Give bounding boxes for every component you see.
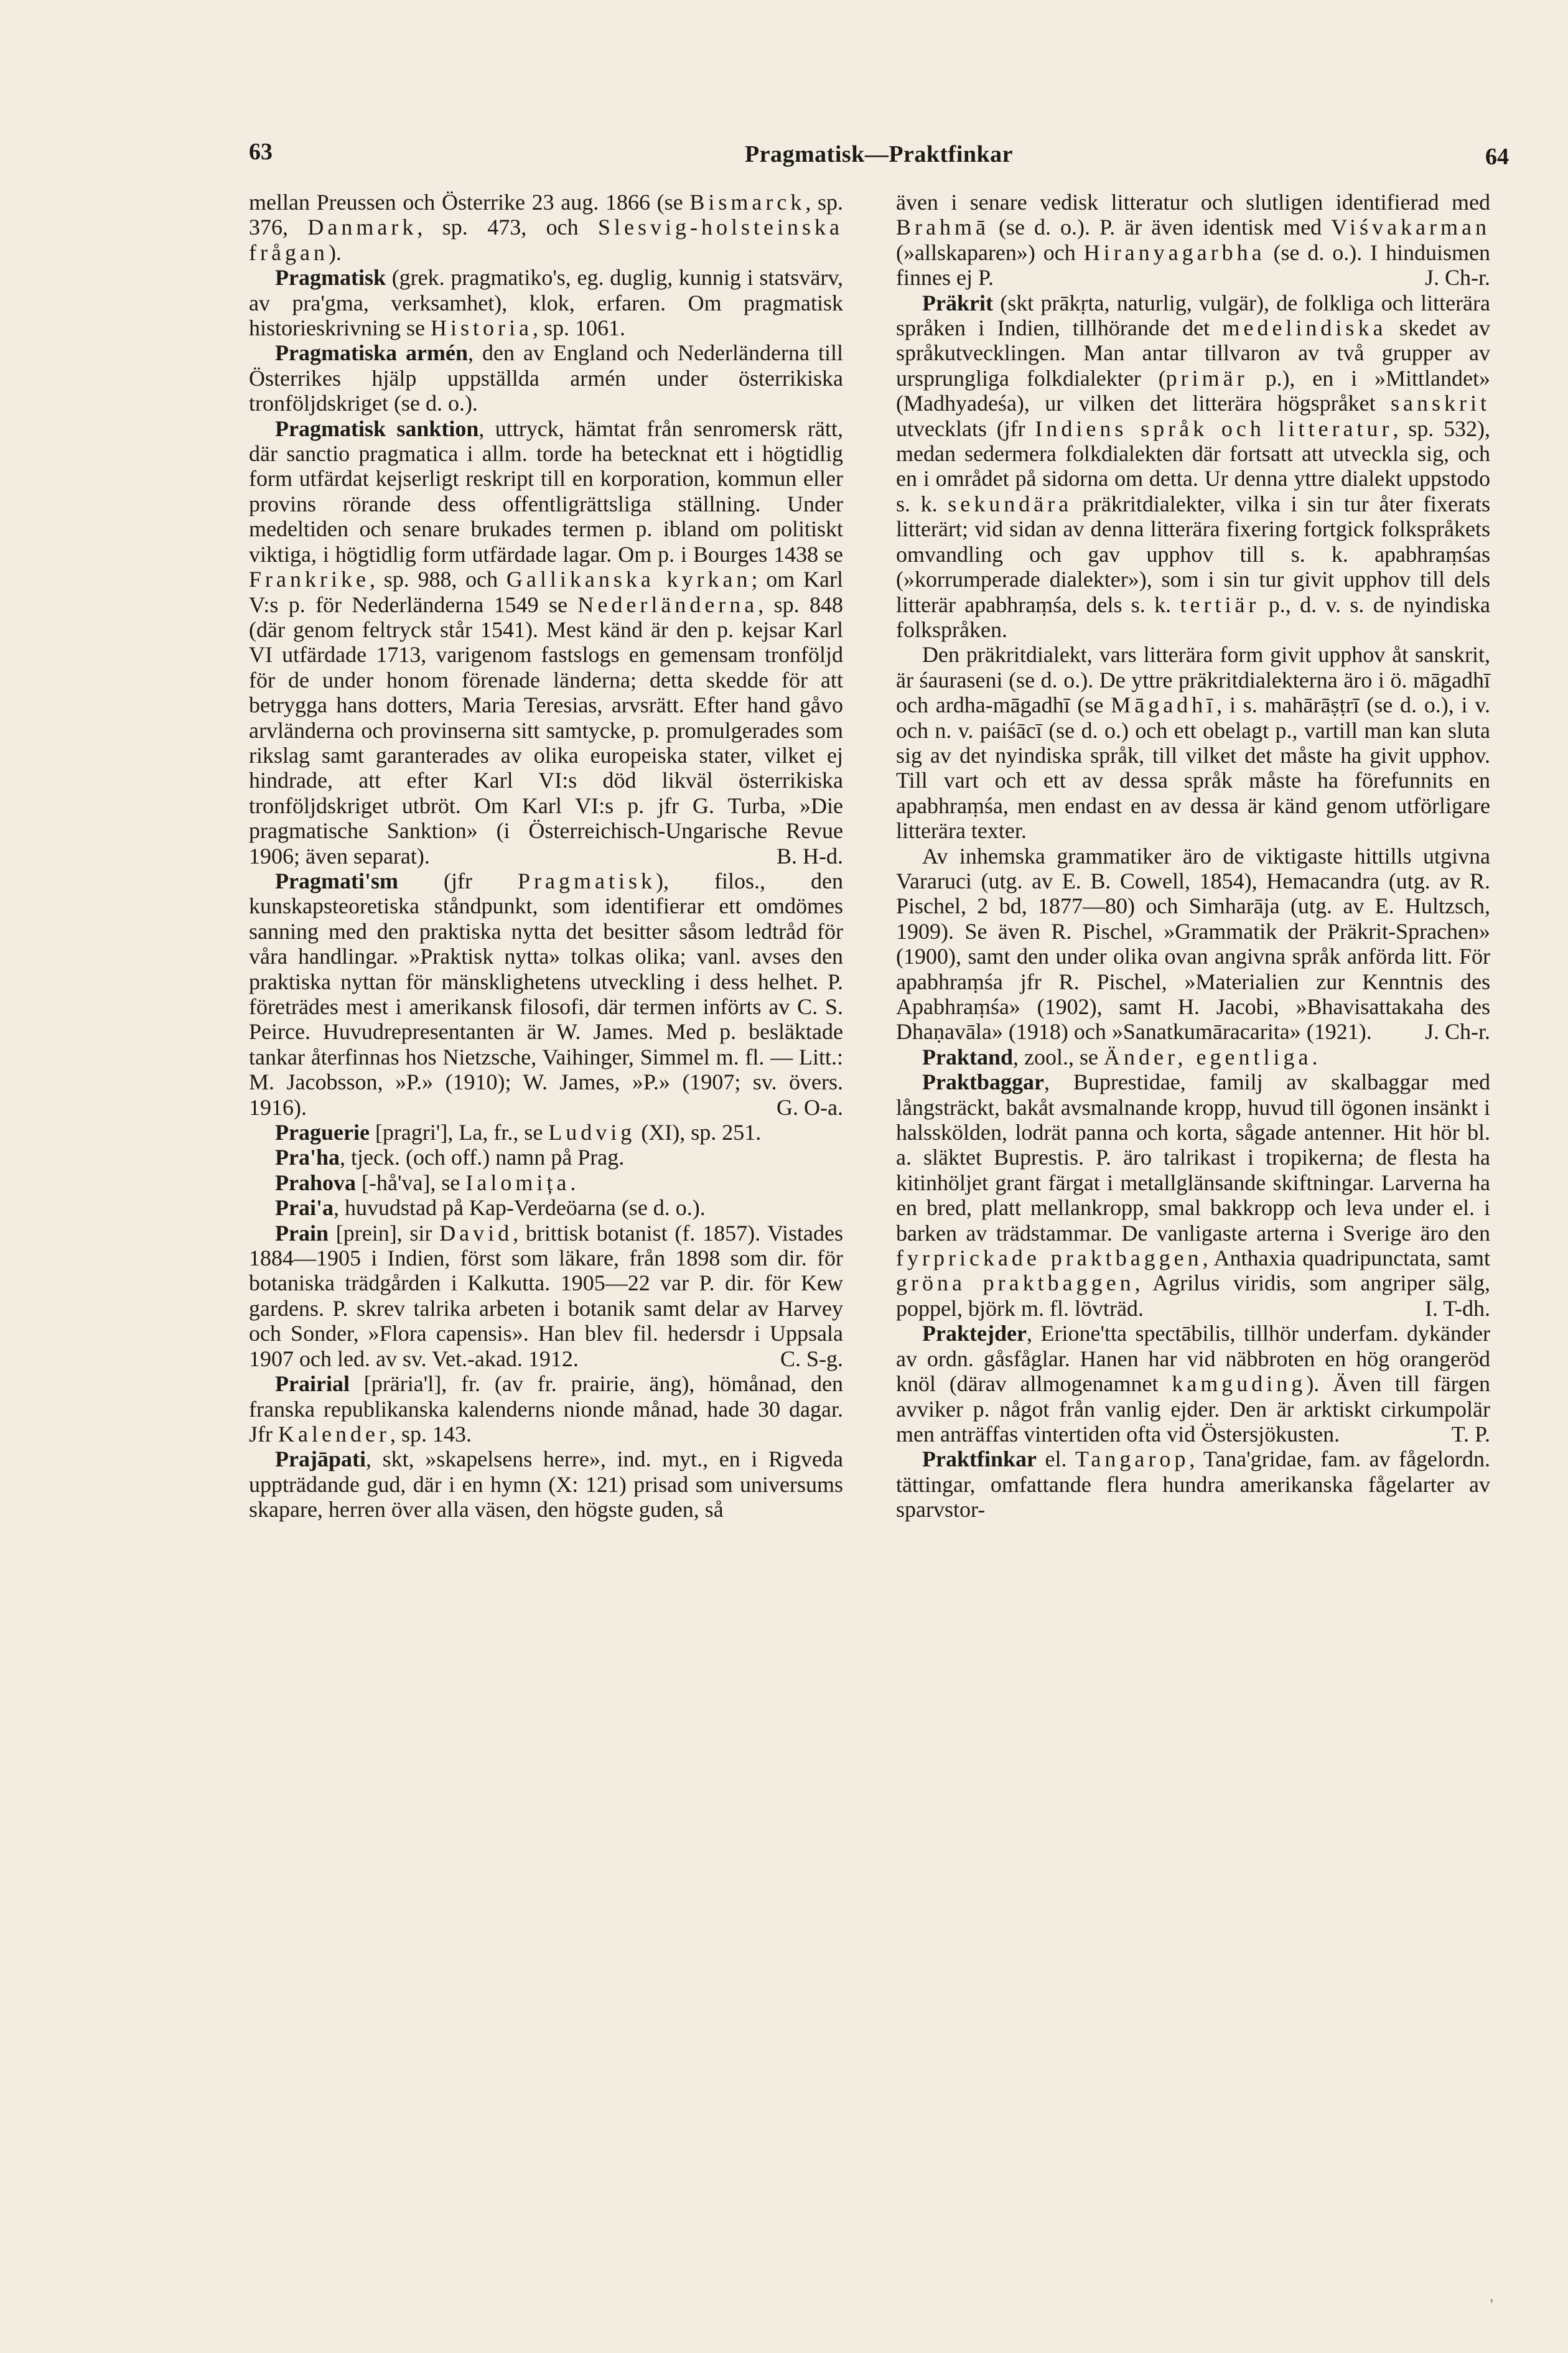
entry-pragmatisk: Pragmatisk (grek. pragmatiko's, eg. duglig, kunnig i statsvärv, av pra'gma, verksamhet), klok, erfaren. Om pragmatisk historieskrivning se Historia, sp. 1061. (249, 265, 843, 341)
entry-praguerie: Praguerie [pragri'], La, fr., se Ludvig (XI), sp. 251. (275, 1120, 762, 1145)
paragraph-prakrit-dialects: Den präkritdialekt, vars litterära form givit upphov åt sanskrit, är śauraseni (se d. o.). De yttre präkritdialekterna äro i ö. māgadhī och ardha-māgadhī (se Māgadhī, i s. mahārāṣṭrī (se d. o.), i v. och n. v. paiśācī (se d. o.) och ett obelagt p., vartill man kan sluta sig av det nyindiska språk, till vilket det måste ha givit upphov. Till vart och ett av dessa språk måste ha förefunnits en apabhraṃśa, men endast en av dessa är känd genom utförligare litterära texter. (896, 642, 1490, 844)
entry-praktand: Praktand, zool., se Änder, egentliga. (922, 1044, 1318, 1069)
headword: Praguerie (275, 1120, 370, 1145)
entry-prahova: Prahova [-hå'va], se Ialomița. (275, 1170, 576, 1195)
entry-praha: Pra'ha, tjeck. (och off.) namn på Prag. (275, 1145, 625, 1170)
headword: Praktand (922, 1044, 1014, 1069)
entry-continuation: mellan Preussen och Österrike 23 aug. 1866 (se Bismarck, sp. 376, Danmark, sp. 473, och Slesvig-holsteinska frågan). (249, 190, 844, 265)
author-signature: C. S-g. (780, 1346, 843, 1371)
author-signature: J. Ch-r. (1424, 265, 1490, 291)
headword: Prahova (275, 1170, 356, 1195)
running-head: Pragmatisk—Praktfinkar (744, 141, 1014, 167)
author-signature: J. Ch-r. (1424, 1019, 1490, 1045)
headword: Pragmati'sm (275, 868, 398, 893)
entry-praktfinkar: Praktfinkar el. Tangarор, Tana'gridae, fam. av fågelordn. tättingar, omfattande flera hundra amerikanska fågelarter av sparvstor- (896, 1447, 1491, 1522)
entry-pragmatism: Pragmati'sm (jfr Pragmatisk), filos., den kunskapsteoretiska ståndpunkt, som identifierar ett omdömes sanning med den praktiska nytta det besitter såsom ledtråd för våra handlingar. »Praktisk nytta» tolkas olika; vanl. avses den praktiska nyttan för mänsklighetens utveckling i dess helhet. P. företrädes mest i amerikansk filosofi, där termen införts av C. S. Peirce. Huvudrepresentanten är W. James. Med p. besläktade tankar återfinnas hos Nietzsche, Vaihinger, Simmel m. fl. — Litt.: M. Jacobsson, »P.» (1910); W. James, »P.» (1907; sv. övers. 1916). G. O-a. (249, 868, 843, 1120)
entry-prain: Prain [prein], sir David, brittisk botanist (f. 1857). Vistades 1884—1905 i Indien, först som läkare, från 1898 som dir. för botaniska trädgården i Kalkutta. 1905—22 var P. dir. för Kew gardens. P. skrev talrika arbeten i botanik samt delar av Harvey och Sonder, »Flora capensis». Han blev fil. hedersdr i Uppsala 1907 och led. av sv. Vet.-akad. 1912. C. S-g. (249, 1220, 844, 1371)
headword: Prajāpati (275, 1447, 366, 1472)
stray-mark: ' (1490, 2296, 1493, 2314)
entry-praktejder: Praktejder, Erione'tta spectābilis, tillhör underfam. dykänder av ordn. gåsfåglar. Hanen har vid näbbroten en hög orangeröd knöl (därav allmogenamnet kamguding). Även till färgen avviker p. något från vanlig ejder. Den är arktiskt cirkumpolär men anträffas vintertiden ofta vid Östersjökusten. T. P. (896, 1321, 1491, 1447)
entry-continuation: även i senare vedisk litteratur och slutligen identifierad med Brahmā (se d. o.). P. är även identisk med Viśvakarman (»allskaparen») och Hiranyagarbha (se d. o.). I hinduismen finnes ej P. J. Ch-r. (896, 190, 1491, 291)
left-column (249, 190, 843, 1522)
headword: Praktbaggar (922, 1069, 1044, 1095)
entry-pragmatisk-sanktion: Pragmatisk sanktion, uttryck, hämtat från senromersk rätt, där sanctio pragmatica i allm. torde ha betecknat ett i högtidlig form utfärdat kejserligt reskript till en korporation, kommun eller provins rörande dess offentligrättsliga ställning. Under medeltiden och senare brukades termen p. ibland om politiskt viktiga, i högtidlig form utfärdade lagar. Om p. i Bourges 1438 se Frankrike, sp. 988, och Gallikanska kyrkan; om Karl V:s p. för Nederländerna 1549 se Nederländerna, sp. 848 (där genom feltryck står 1541). Mest känd är den p. kejsar Karl VI utfärdade 1713, varigenom fastslogs en gemensam tronföljd för de under honom förenade länderna; detta skedde för att betrygga hans dotters, Maria Teresias, arvsrätt. Efter hand gåvo arvländerna och provinserna sitt samtycke, p. promulgerades som rikslag samt garanterades av olika europeiska stater, vilket ej hindrade, att efter Karl VI:s död likväl österrikiska tronföljdskriget utbröt. Om Karl VI:s p. jfr G. Turba, »Die pragmatische Sanktion» (i Österreichisch-Ungarische Revue 1906; även separat). B. H-d. (249, 416, 844, 869)
headword: Pragmatisk (275, 265, 386, 291)
entry-pragmatiska-armen: Pragmatiska armén, den av England och Nederländerna till Österrikes hjälp uppställda armén under österrikiska tronföljdskriget (se d. o.). (249, 340, 843, 416)
author-signature: G. O-a. (777, 1094, 843, 1120)
headword: Praktfinkar (922, 1447, 1037, 1472)
page-number-left: 63 (249, 139, 273, 165)
entry-praktbaggar: Praktbaggar, Buprestidae, familj av skalbaggar med långsträckt, bakåt avsmalnande kropp, huvud till ögonen insänkt i halsskölden, lodrät panna och korta, sågade antenner. Hit hör bl. a. släktet Buprestis. P. äro talrikast i tropikerna; de flesta ha kitinhöljet grant färgat i metallglänsande skiftningar. Larverna ha en bred, platt mellankropp, smal bakkropp och leva under el. i barken av trädstammar. De vanligaste arterna i Sverige äro den fyrprickade praktbaggen, Anthaxia quadripunctata, samt gröna praktbaggen, Agrilus viridis, som angriper sälg, poppel, björk m. fl. lövträd. I. T-dh. (896, 1069, 1491, 1321)
headword: Pragmatiska armén (275, 340, 468, 366)
headword: Prairial (275, 1371, 350, 1397)
headword: Praktejder (922, 1321, 1027, 1346)
right-column (896, 190, 1490, 1522)
paragraph-prakrit-grammarians: Av inhemska grammatiker äro de viktigaste hittills utgivna Vararuci (utg. av E. B. Cowell, 1854), Hemacandra (utg. av R. Pischel, 2 bd, 1877—80) och Simharāja (utg. av E. Hultzsch, 1909). Se även R. Pischel, »Grammatik der Präkrit-Sprachen» (1900), samt den under olika ovan angivna språk anförda litt. För apabhraṃśa jfr R. Pischel, »Materialien zur Kenntnis des Apabhraṃśa» (1902), samt H. Jacobi, »Bhavisattakaha des Dhaṇavāla» (1918) och »Sanatkumāracarita» (1921). J. Ch-r. (896, 843, 1490, 1045)
headword: Prain (275, 1220, 329, 1246)
entry-prakrit: Präkrit (skt prākṛta, naturlig, vulgär), de folkliga och litterära språken i Indien, tillhörande det medelindiska skedet av språkutvecklingen. Man antar tillvaron av två grupper av ursprungliga folkdialekter (primär p.), en i »Mittlandet» (Madhyadeśa), ur vilken det litterära högspråket sanskrit utvecklats (jfr Indiens språk och litteratur, sp. 532), medan sedermera folkdialekten där fortsatt att utveckla sig, och en i området på sidorna om detta. Ur denna yttre dialekt uppstodo s. k. sekundära präkritdialekter, vilka i sin tur åter fixerats litterärt; vid sidan av denna litterära fixering fortgick folkspråkets omvandling och gav upphov till s. k. apabhraṃśas (»korrumperade dialekter»), som i sin tur givit upphov till dels litterär apabhraṃśa, dels s. k. tertiär p., d. v. s. de nyindiska folkspråken. (896, 290, 1491, 642)
author-signature: T. P. (1451, 1421, 1490, 1447)
entry-praia: Prai'a, huvudstad på Kap-Verdeöarna (se d. o.). (275, 1195, 706, 1221)
page-header (249, 138, 1509, 175)
headword: Pra'ha (275, 1145, 340, 1170)
author-signature: B. H-d. (777, 843, 843, 869)
author-signature: I. T-dh. (1424, 1295, 1490, 1321)
headword: Präkrit (922, 290, 993, 315)
headword: Prai'a (275, 1195, 334, 1221)
headword: Pragmatisk sanktion (275, 416, 479, 441)
page-number-right: 64 (1485, 144, 1509, 170)
entry-prairial: Prairial [präria'l], fr. (av fr. prairie, äng), hömånad, den franska republikanska kalenderns nionde månad, hade 30 dagar. Jfr Kalender, sp. 143. (249, 1371, 843, 1447)
entry-prajapati: Prajāpati, skt, »skapelsens herre», ind. myt., en i Rigveda uppträdande gud, där i en hymn (X: 121) prisad som universums skapare, herren över alla väsen, den högste guden, så (249, 1447, 843, 1522)
